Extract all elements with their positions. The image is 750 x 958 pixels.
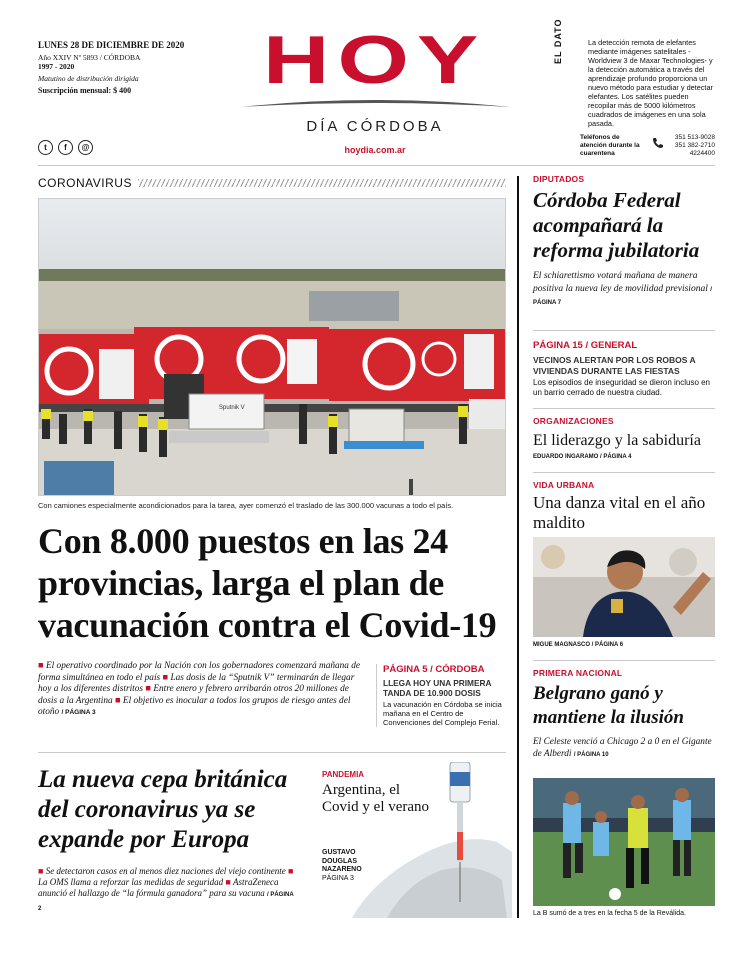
lead-point: Las dosis de la “Sputnik V” terminarán de llegar hoy a los diferentes distritos — [38, 672, 355, 694]
twitter-icon[interactable]: t — [38, 140, 53, 155]
pandemia-kicker: PANDEMIA — [322, 770, 365, 779]
edition-info — [38, 40, 188, 96]
cordoba-box[interactable] — [376, 664, 506, 727]
phone-number: 4224400 — [689, 149, 715, 157]
section-hatch — [138, 179, 506, 187]
pandemia-author — [322, 849, 382, 883]
airport-trucks-image — [39, 199, 506, 496]
second-headline[interactable]: La nueva cepa británica del coronavirus ya se expande por Europa — [38, 766, 288, 853]
facebook-icon[interactable]: f — [58, 140, 73, 155]
lead — [533, 270, 715, 310]
section-label — [38, 176, 506, 190]
lead-point: La OMS llama a reforzar las medidas de seguridad — [38, 877, 224, 888]
logo-city: DÍA CÓRDOBA — [306, 118, 444, 135]
story-diputados[interactable] — [533, 174, 715, 310]
main-lead: ■ El operativo coordinado por la Nación con los gobernadores comenzará mañana de forma simultánea en todo el país ■ Las dosis de la “Sputnik V” terminarán de llegar hoy a los diferentes distritos ■ Entre enero y febrero arribarán otros 20 millones de dosis a la Argentina ■ El objetivo es inocular a todos los grupos de riesgo antes del otoño / PÁGINA 3 — [38, 661, 361, 717]
maradona-photo — [533, 537, 715, 637]
page-ref: / PÁGINA 7 — [533, 286, 712, 306]
el-dato-label: EL DATO — [553, 18, 563, 64]
lead — [533, 736, 715, 761]
cordoba-title: LLEGA HOY UNA PRIMERA TANDA DE 10.900 DOSIS — [383, 678, 492, 698]
el-dato-text: La detección remota de elefantes mediante imágenes satelitales -Worldview 3 de Maxar Technologies- y la detección automática a través del aprendizaje profundo proporciona un nuevo método para estudiar y detectar elefantes. Los satélites pueden recopilar más de 5000 kilómetros cuadrados de imágenes en una sola pasada. — [588, 38, 713, 128]
cordoba-body: La vacunación en Córdoba se inicia mañana en el Centro de Convenciones del Complejo Ferial. — [383, 700, 502, 727]
lead-point: El operativo coordinado por la Nación con los gobernadores comenzará mañana de forma simultánea en todo el país — [38, 661, 361, 683]
kicker: ORGANIZACIONES — [533, 416, 614, 426]
edition-date: LUNES 28 DE DICIEMBRE DE 2020 — [38, 40, 185, 50]
page-ref[interactable]: / PÁGINA 3 — [61, 709, 96, 716]
divider — [533, 660, 715, 661]
divider — [533, 330, 715, 331]
story-vida-urbana[interactable] — [533, 480, 715, 533]
kicker: PÁGINA 15 / GENERAL — [533, 340, 638, 351]
page-ref: / PÁGINA 10 — [573, 752, 609, 758]
column-rule — [517, 176, 519, 918]
author: EDUARDO INGARAMO / PÁGINA 4 — [533, 454, 632, 460]
phone-icon — [652, 137, 664, 149]
lead-point: Entre enero y febrero arribarán otros 20 millones de dosis a la Argentina — [38, 684, 349, 706]
football-caption: La B sumó de a tres en la fecha 5 de la Reválida. — [533, 910, 686, 917]
pandemia-column[interactable] — [312, 762, 512, 918]
story-primera-nacional[interactable] — [533, 668, 715, 761]
football-photo — [533, 778, 715, 906]
site-url[interactable]: hoydia.com.ar — [344, 145, 406, 155]
page-ref[interactable]: / PÁGINA 2 — [38, 892, 294, 912]
main-photo — [38, 198, 506, 496]
second-lead: ■ Se detectaron casos en al menos diez naciones del viejo continente ■ La OMS llama a reforzar las medidas de seguridad ■ AstraZeneca anunció el hallazgo de “la fórmula ganadora” para su vacuna / PÁGINA 2 — [38, 866, 294, 912]
title: VECINOS ALERTAN POR LOS ROBOS A VIVIENDAS DURANTE LAS FIESTAS — [533, 355, 696, 376]
truck-trailer — [39, 334, 149, 409]
phones-label: Teléfonos de atención durante la cuarentena — [580, 134, 640, 157]
lead-text: El Celeste venció a Chicago 2 a 0 en el Gigante de Alberdi — [533, 737, 712, 759]
photo-caption: Con camiones especialmente acondicionados para la tarea, ayer comenzó el traslado de las 300.000 vacunas a todo el país. — [38, 501, 454, 510]
author-name: GUSTAVO DOUGLAS NAZARENO — [322, 849, 362, 873]
edition-number: Año XXIV Nº 5893 / CÓRDOBA — [38, 52, 141, 62]
author: MIGUE MAGNASCO / PÁGINA 6 — [533, 642, 624, 648]
r4-author-line — [533, 642, 715, 648]
instagram-icon[interactable]: @ — [78, 140, 93, 155]
phone-number: 351 513-9028 — [674, 134, 715, 141]
headline: Belgrano ganó y mantiene la ilusión — [533, 683, 684, 728]
lead-text: El schiarettismo votará mañana de manera positiva la nueva ley de movilidad previsional — [533, 271, 708, 294]
el-dato-box — [553, 18, 718, 128]
divider — [533, 472, 715, 473]
headline: Una danza vital en el año maldito — [533, 493, 706, 532]
page-ref: PÁGINA 3 — [322, 874, 354, 882]
divider — [533, 408, 715, 409]
kicker: DIPUTADOS — [533, 174, 585, 184]
story-divider — [38, 752, 506, 753]
pandemia-title: Argentina, el Covid y el verano — [322, 782, 430, 815]
logo-text: HOY — [263, 22, 487, 98]
phone-info — [580, 134, 715, 157]
story-organizaciones[interactable] — [533, 416, 715, 460]
headline: Córdoba Federal acompañará la reforma jubilatoria — [533, 188, 700, 262]
cordoba-kicker: PÁGINA 5 / CÓRDOBA — [383, 664, 485, 675]
masthead-logo[interactable] — [230, 24, 520, 155]
story-general[interactable] — [533, 340, 715, 398]
logo-swoosh — [240, 97, 510, 109]
lead-point: El objetivo es inocular a todos los grupos de riesgo antes del otoño — [38, 695, 351, 717]
kicker: VIDA URBANA — [533, 480, 595, 490]
football-match-image — [533, 778, 715, 906]
section-name: CORONAVIRUS — [38, 176, 132, 190]
crate-label: Sputnik V — [219, 405, 245, 411]
social-links — [38, 140, 93, 155]
kicker: PRIMERA NACIONAL — [533, 668, 623, 678]
lead-point: AstraZeneca anunció el hallazgo de “la fórmula ganadora” para su vacuna — [38, 877, 279, 899]
subscription-price: Suscripción mensual: $ 400 — [38, 85, 132, 95]
body: Los episodios de inseguridad se dieron incluso en un barrio cerrado de nuestra ciudad. — [533, 378, 711, 397]
player-celebrating-image — [533, 537, 715, 637]
headline: El liderazgo y la sabiduría — [533, 432, 701, 449]
masthead-divider — [38, 165, 715, 166]
distribution-note: Matutino de distribución dirigida — [38, 73, 139, 83]
edition-years: 1997 - 2020 — [38, 61, 75, 71]
lead-point: Se detectaron casos en al menos diez naciones del viejo continente — [45, 866, 286, 876]
main-headline[interactable]: Con 8.000 puestos en las 24 provincias, larga el plan de vacunación contra el Covid-19 — [38, 521, 497, 645]
phone-number: 351 382-2710 — [674, 141, 715, 149]
